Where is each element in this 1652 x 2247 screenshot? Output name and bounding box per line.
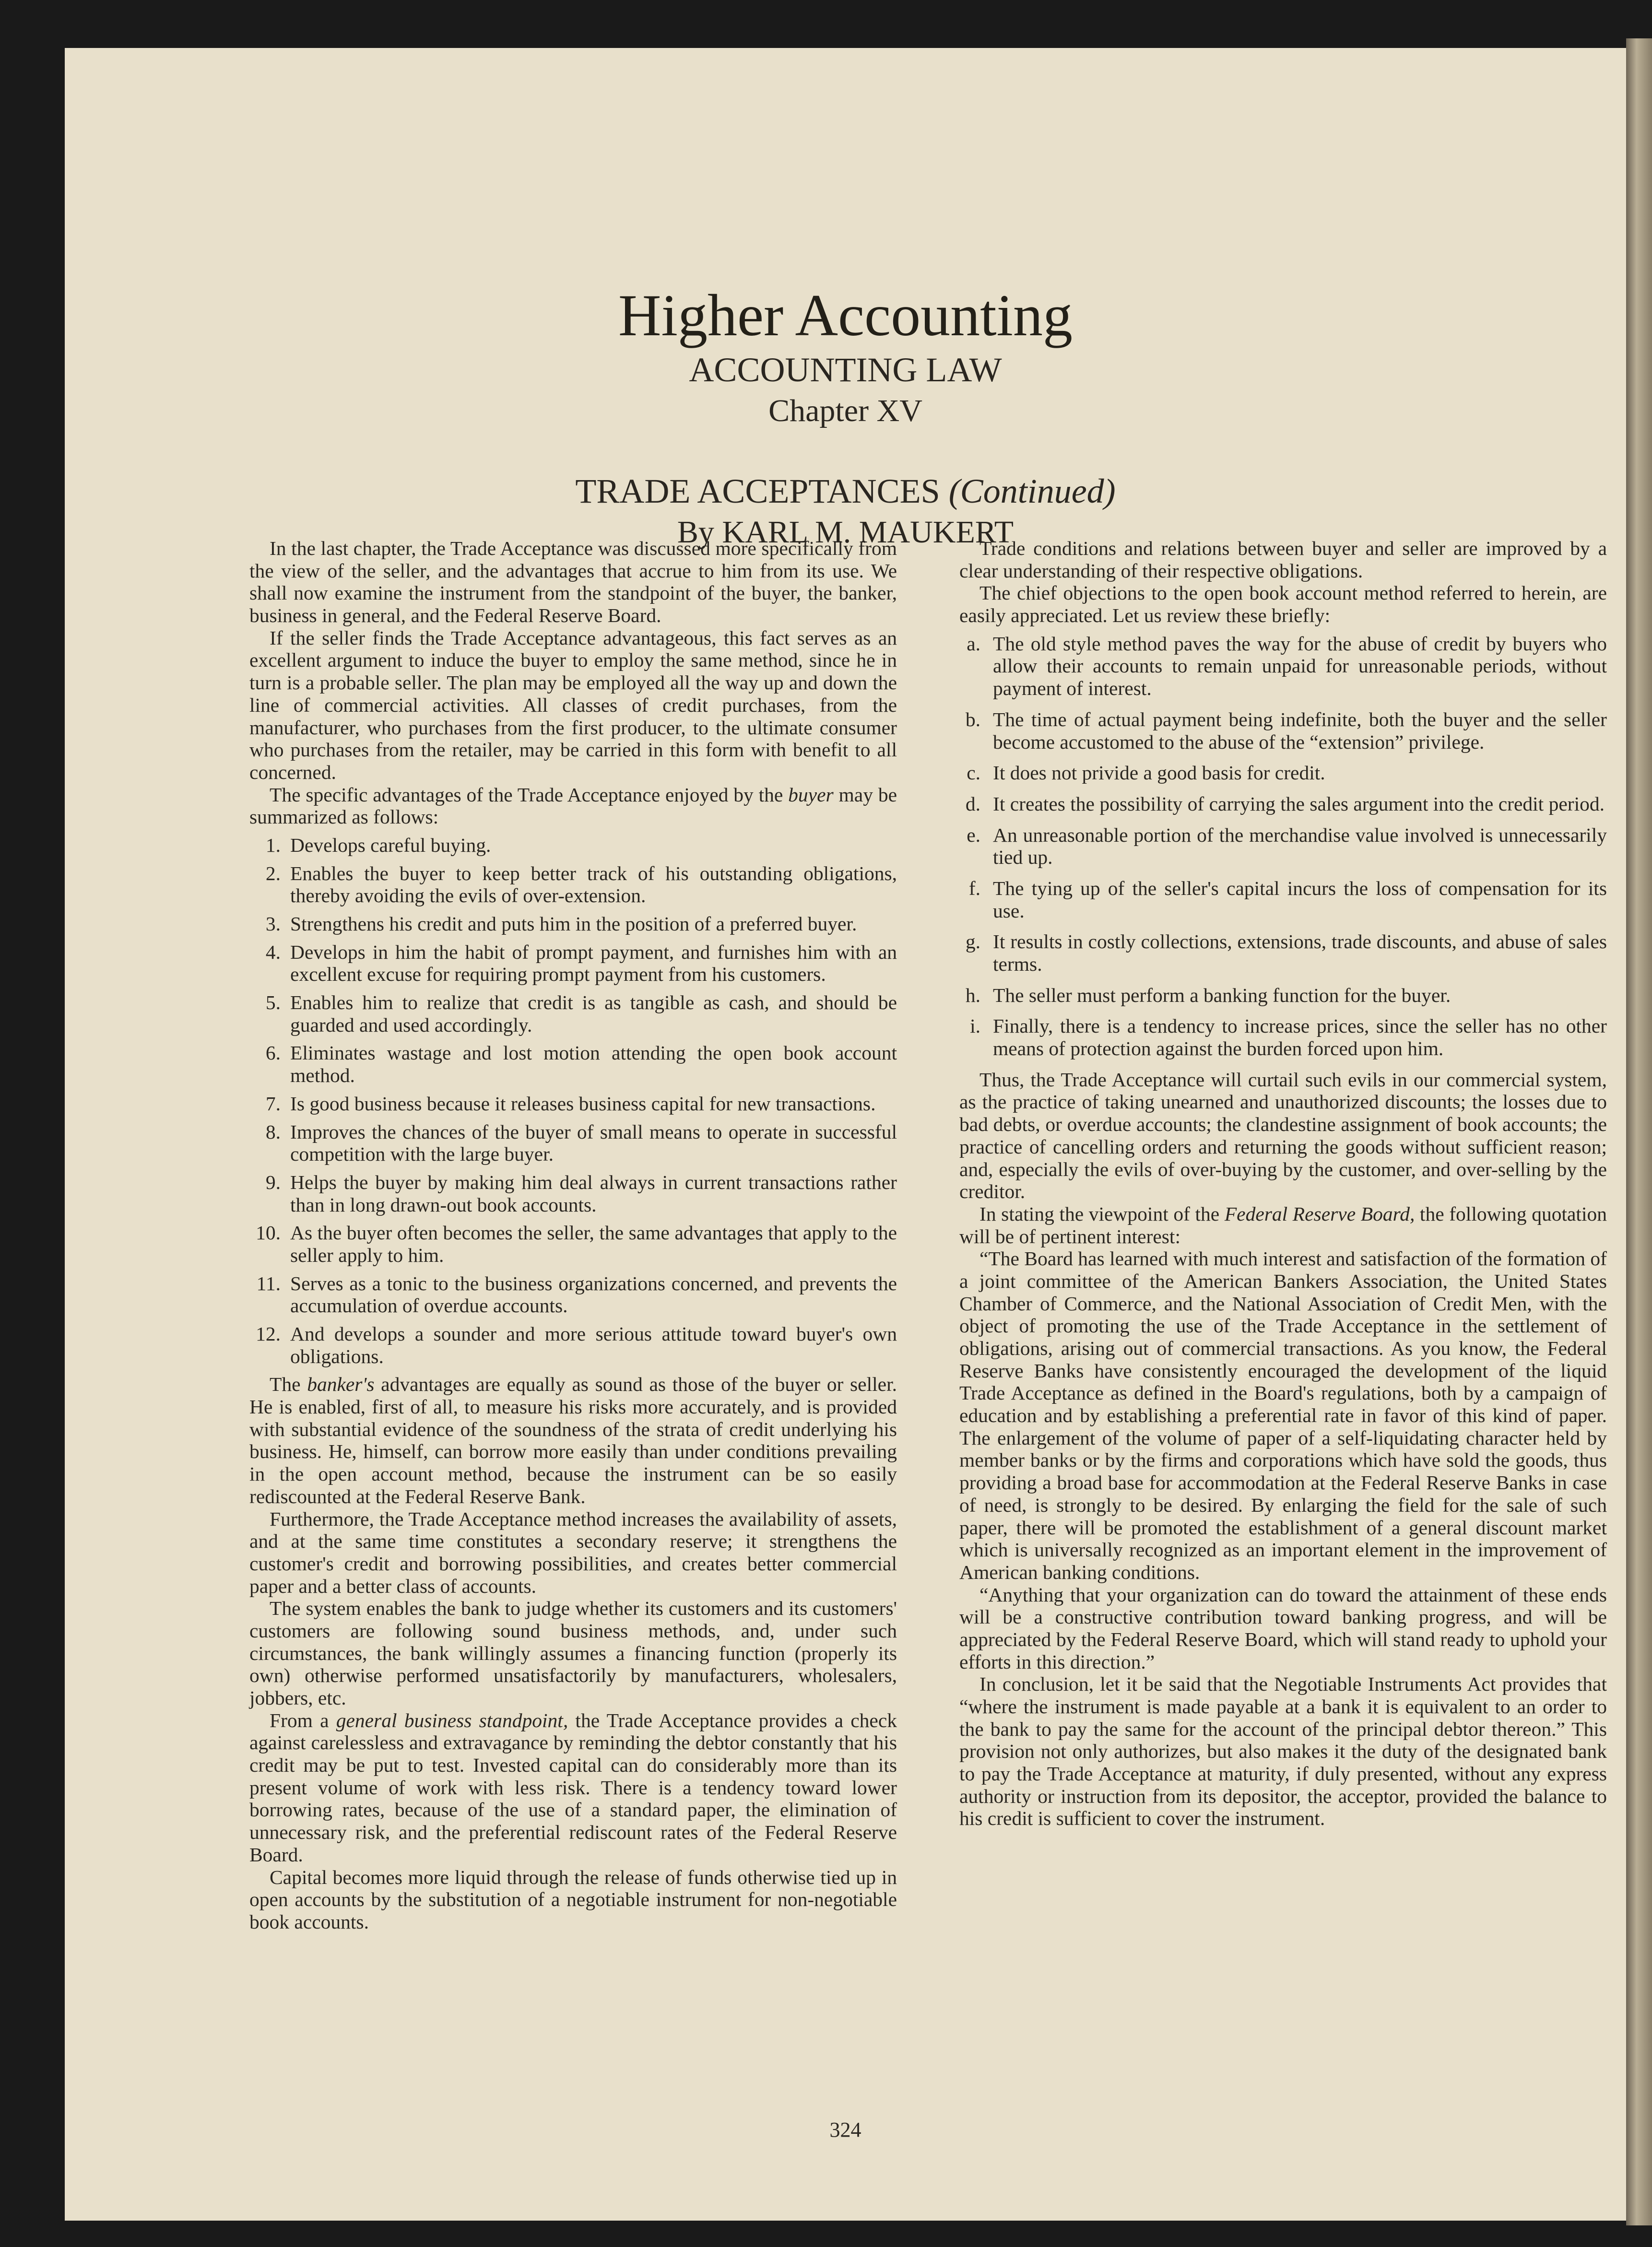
paragraph: In stating the viewpoint of the Federal Reserve Board, the following quotation will be of pertinent interest: bbox=[959, 1202, 1607, 1247]
paragraph: Furthermore, the Trade Acceptance method increases the availability of assets, and at the same time constitutes a secondary reserve; it strengthens the customer's credit and borrowing possibilities, and creates better commercial paper and a better class of accounts. bbox=[249, 1507, 897, 1597]
list-item bbox=[249, 913, 897, 935]
list-item-number: 11. bbox=[256, 1272, 281, 1294]
list-item bbox=[959, 984, 1607, 1007]
list-item-text: The old style method paves the way for the abuse of credit by buyers who allow their accounts to remain unpaid for unreasonable periods, without payment of interest. bbox=[993, 632, 1607, 700]
list-item-number: 10. bbox=[256, 1222, 281, 1244]
page bbox=[65, 48, 1626, 2221]
list-item-number: f. bbox=[968, 877, 980, 899]
list-item-text: Develops careful buying. bbox=[290, 834, 491, 856]
list-item-number: e. bbox=[967, 824, 980, 846]
article-header bbox=[65, 283, 1626, 552]
list-item-number: a. bbox=[967, 632, 980, 655]
objections-list bbox=[959, 633, 1607, 1060]
paragraph: In the last chapter, the Trade Acceptance was discussed more specifically from the view of the seller, and the advantages that accrue to him from its use. We shall now examine the instrument from the standpoint of the buyer, the banker, business in general, and the Federal Reserve Board. bbox=[249, 537, 897, 627]
list-item-number: 7. bbox=[265, 1092, 281, 1115]
page-number: 324 bbox=[829, 2118, 861, 2141]
list-item-text: And develops a sounder and more serious attitude toward buyer's own obligations. bbox=[290, 1323, 897, 1367]
list-item-number: b. bbox=[965, 708, 980, 730]
list-item bbox=[959, 1015, 1607, 1059]
byline: By KARL M. MAUKERT bbox=[677, 514, 1014, 550]
list-item-text: Serves as a tonic to the business organizations concerned, and prevents the accumulation of overdue accounts. bbox=[290, 1272, 897, 1317]
left-column bbox=[249, 537, 897, 1933]
list-item-text: Finally, there is a tendency to increase prices, since the seller has no other means of protection against the burden forced upon him. bbox=[993, 1015, 1607, 1060]
list-item bbox=[959, 793, 1607, 815]
list-item bbox=[959, 708, 1607, 753]
list-item-number: 4. bbox=[265, 941, 281, 963]
buyer-advantages-list bbox=[249, 834, 897, 1367]
list-item-text: Enables him to realize that credit is as tangible as cash, and should be guarded and used accordingly. bbox=[290, 991, 897, 1036]
list-item bbox=[959, 877, 1607, 922]
continued-label: (Continued) bbox=[948, 471, 1116, 510]
paragraph: The chief objections to the open book account method referred to herein, are easily appreciated. Let us review these briefly: bbox=[959, 582, 1607, 627]
list-item-text: The tying up of the seller's capital incurs the loss of compensation for its use. bbox=[993, 877, 1607, 922]
paragraph: The system enables the bank to judge whether its customers and its customers' customers are following sound business methods, and, under such circumstances, the bank willingly assumes a financing function (properly its own) otherwise performed unsatisfactorily by manufacturers, wholesalers, jobbers, etc. bbox=[249, 1597, 897, 1709]
list-item-number: 8. bbox=[265, 1120, 281, 1143]
page-title: Higher Accounting bbox=[618, 282, 1073, 348]
paragraph: From a general business standpoint, the Trade Acceptance provides a check against carelessless and extravagance by reminding the debtor constantly that his credit may be put to test. Invested capital can do considerably more than its present volume of work with less risk. There is a tendency toward lower borrowing rates, because of the use of a standard paper, the elimination of unnecessary risk, and the preferential rediscount rates of the Federal Reserve Board. bbox=[249, 1709, 897, 1866]
list-item-text: Develops in him the habit of prompt payment, and furnishes him with an excellent excuse for requiring prompt payment from his customers. bbox=[290, 941, 897, 986]
list-item bbox=[249, 1121, 897, 1165]
list-item-text: Improves the chances of the buyer of small means to operate in successful competition with the large buyer. bbox=[290, 1120, 897, 1165]
list-item-text: It does not privide a good basis for credit. bbox=[993, 762, 1325, 784]
list-item-text: As the buyer often becomes the seller, the same advantages that apply to the seller apply to him. bbox=[290, 1222, 897, 1266]
list-item-number: 9. bbox=[265, 1171, 281, 1193]
list-item bbox=[249, 1093, 897, 1115]
list-item-number: 2. bbox=[265, 862, 281, 884]
list-item bbox=[249, 991, 897, 1036]
list-item-text: Strengthens his credit and puts him in the position of a preferred buyer. bbox=[290, 913, 857, 935]
list-item bbox=[249, 1042, 897, 1086]
chapter-label: Chapter XV bbox=[768, 393, 922, 429]
paragraph: If the seller finds the Trade Acceptance advantageous, this fact serves as an excellent argument to induce the buyer to employ the same method, since he in turn is a probable seller. The plan may be employed all the way up and down the line of commercial activities. All classes of credit purchases, from the manufacturer, who purchases from the first producer, to the ultimate consumer who purchases from the retailer, may be carried in this form with benefit to all concerned. bbox=[249, 626, 897, 783]
list-item-text: Eliminates wastage and lost motion attending the open book account method. bbox=[290, 1042, 897, 1087]
list-item bbox=[959, 930, 1607, 975]
list-item bbox=[249, 862, 897, 907]
list-item-number: 1. bbox=[265, 834, 281, 856]
list-item bbox=[249, 1323, 897, 1367]
quotation-paragraph: “The Board has learned with much interest and satisfaction of the formation of a joint committee of the American Bankers Association, the United States Chamber of Commerce, and the National Association of Credit Men, with the object of promoting the use of the Trade Acceptance in the settlement of obligations, arising out of commercial transactions. As you know, the Federal Reserve Banks have consistently encouraged the development of the liquid Trade Acceptance as defined in the Board's regulations, both by a campaign of education and by establishing a preferential rate in favor of this kind of paper. The enlargement of the volume of paper of a self-liquidating character held by member banks or by the firms and corporations which have sold the goods, thus providing a broad base for accommodation at the Federal Reserve Banks in case of need, is strongly to be desired. By enlarging the field for the sale of such paper, there will be promoted the establishment of a general discount market which is universally recognized as an important element in the improvement of American banking conditions. bbox=[959, 1247, 1607, 1583]
list-item-text: Helps the buyer by making him deal always in current transactions rather than in long drawn-out book accounts. bbox=[290, 1171, 897, 1216]
list-item bbox=[959, 824, 1607, 869]
list-item-number: 12. bbox=[256, 1323, 281, 1345]
list-item-text: It creates the possibility of carrying the sales argument into the credit period. bbox=[993, 792, 1605, 815]
right-column bbox=[959, 537, 1607, 1830]
article-title bbox=[65, 470, 1626, 513]
list-item-number: c. bbox=[967, 762, 980, 784]
list-item-number: i. bbox=[970, 1015, 980, 1037]
list-item bbox=[249, 941, 897, 986]
paragraph: Capital becomes more liquid through the release of funds otherwise tied up in open accounts by the substitution of a negotiable instrument for non-negotiable book accounts. bbox=[249, 1866, 897, 1933]
list-item bbox=[249, 1272, 897, 1317]
paragraph: Thus, the Trade Acceptance will curtail such evils in our commercial system, as the practice of taking unearned and unauthorized discounts; the losses due to bad debts, or overdue accounts; the clandestine assignment of book accounts; the practice of cancelling orders and returning the goods without sufficient reason; and, especially the evils of over-buying by the customer, and over-selling by the creditor. bbox=[959, 1068, 1607, 1203]
list-item-number: g. bbox=[965, 930, 980, 953]
article-title-text: TRADE ACCEPTANCES bbox=[575, 471, 940, 510]
quotation-paragraph: “Anything that your organization can do toward the attainment of these ends will be a constructive contribution toward banking progress, and will be appreciated by the Federal Reserve Board, which will stand ready to uphold your efforts in this direction.” bbox=[959, 1583, 1607, 1673]
list-item-number: d. bbox=[965, 792, 980, 815]
list-item bbox=[249, 1171, 897, 1216]
section-subtitle: ACCOUNTING LAW bbox=[689, 351, 1002, 389]
list-item-text: The seller must perform a banking function for the buyer. bbox=[993, 984, 1451, 1006]
paragraph: In conclusion, let it be said that the Negotiable Instruments Act provides that “where the instrument is made payable at a bank it is equivalent to an order to the bank to pay the same for the account of the principal debtor thereon.” This provision not only authorizes, but also makes it the duty of the designated bank to pay the Trade Acceptance at maturity, if duly presented, without any express authority or instruction from its depositor, the acceptor, provided the balance to his credit is sufficient to cover the instrument. bbox=[959, 1673, 1607, 1830]
list-item-number: 6. bbox=[265, 1042, 281, 1064]
page-edge bbox=[1626, 38, 1652, 2225]
list-item bbox=[249, 834, 897, 857]
paragraph: The banker's advantages are equally as sound as those of the buyer or seller. He is enabled, first of all, to measure his risks more accurately, and is provided with substantial evidence of the soundness of the strata of credit underlying his business. He, himself, can borrow more easily than under conditions prevailing in the open account method, because the instrument can be so easily rediscounted at the Federal Reserve Bank. bbox=[249, 1373, 897, 1507]
list-item-number: h. bbox=[965, 984, 980, 1006]
list-item bbox=[959, 633, 1607, 700]
list-item-text: An unreasonable portion of the merchandise value involved is unnecessarily tied up. bbox=[993, 824, 1607, 869]
list-item-text: It results in costly collections, extensions, trade discounts, and abuse of sales terms. bbox=[993, 930, 1607, 975]
paragraph: The specific advantages of the Trade Acceptance enjoyed by the buyer may be summarized as follows: bbox=[249, 783, 897, 828]
paragraph: Trade conditions and relations between buyer and seller are improved by a clear understanding of their respective obligations. bbox=[959, 537, 1607, 582]
list-item-number: 5. bbox=[265, 991, 281, 1014]
list-item-text: Is good business because it releases business capital for new transactions. bbox=[290, 1092, 876, 1115]
list-item bbox=[249, 1222, 897, 1266]
list-item-number: 3. bbox=[265, 913, 281, 935]
list-item-text: The time of actual payment being indefinite, both the buyer and the seller become accustomed to the abuse of the “extension” privilege. bbox=[993, 708, 1607, 753]
list-item bbox=[959, 762, 1607, 784]
list-item-text: Enables the buyer to keep better track of his outstanding obligations, thereby avoiding the evils of over-extension. bbox=[290, 862, 897, 907]
